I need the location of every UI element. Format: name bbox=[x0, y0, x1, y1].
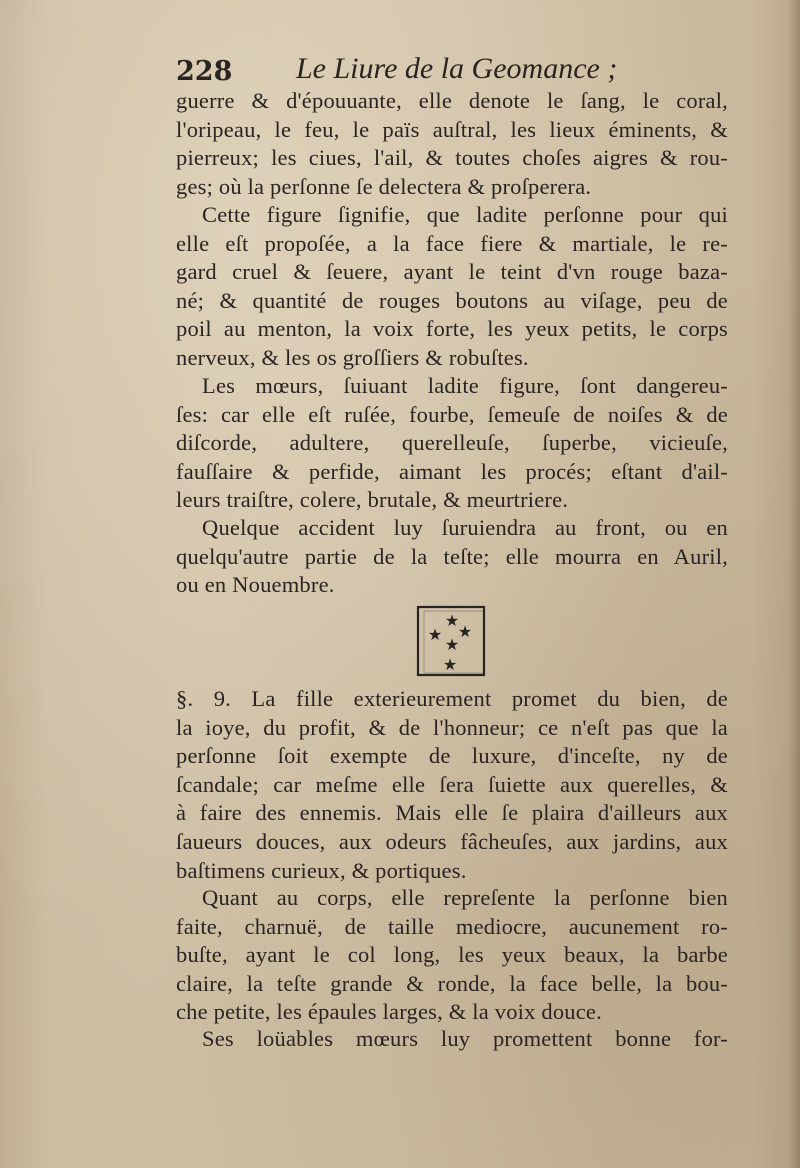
text-line: guerre & d'épouuante, elle denote le ſang, le coral, bbox=[176, 88, 728, 113]
text-line: fauſſaire & perfide, aimant les procés; eſtant d'ail- bbox=[176, 458, 728, 484]
text-line: claire, la teſte grande & ronde, la face belle, la bou- bbox=[176, 970, 728, 996]
text-line: poil au menton, la voix forte, les yeux petits, le corps bbox=[176, 316, 728, 342]
running-head bbox=[176, 52, 646, 92]
text-line: baſtimens curieux, & portiques. bbox=[176, 857, 467, 883]
text-line: buſte, ayant le col long, les yeux beaux, la barbe bbox=[176, 942, 728, 968]
text-line: ou en Nouembre. bbox=[176, 572, 335, 598]
text-line: ſaueurs douces, aux odeurs fâcheuſes, aux jardins, aux bbox=[176, 828, 728, 854]
text-line: Cette figure ſignifie, que ladite perſonne pour qui bbox=[202, 202, 728, 227]
text-line: nerveux, & les os groſſiers & robuſtes. bbox=[176, 344, 529, 370]
text-line: pierreux; les ciues, l'ail, & toutes choſes aigres & rou- bbox=[176, 145, 728, 171]
text-line: ſcandale; car meſme elle ſera ſuiette aux querelles, & bbox=[176, 771, 728, 797]
paragraph-figure-meaning bbox=[176, 201, 728, 373]
running-title: Le Liure de la Geomance ; bbox=[296, 52, 618, 85]
text-line: né; & quantité de rouges boutons au viſage, peu de bbox=[176, 287, 728, 313]
svg-text:★: ★ bbox=[444, 635, 460, 654]
text-line: elle eſt propoſée, a la face fiere & martiale, le re- bbox=[176, 230, 728, 256]
text-line: che petite, les épaules larges, & la voix douce. bbox=[176, 999, 602, 1025]
text-line: §. 9. La fille exterieurement promet du bien, de bbox=[176, 686, 728, 711]
page-number: 228 bbox=[176, 56, 233, 87]
page-edge-shadow bbox=[788, 0, 800, 1168]
text-line: diſcorde, adultere, querelleuſe, ſuperbe, vicieuſe, bbox=[176, 430, 728, 456]
paragraph-accident bbox=[176, 514, 728, 600]
text-line: Quant au corps, elle repreſente la perſonne bien bbox=[202, 885, 728, 910]
paragraph-la-fille bbox=[176, 685, 728, 885]
text-line: gard cruel & ſeuere, ayant le teint d'vn rouge baza- bbox=[176, 259, 728, 285]
text-line: Les mœurs, ſuiuant ladite figure, ſont dangereu- bbox=[202, 373, 728, 398]
geomancy-figure-puella-icon bbox=[413, 604, 487, 678]
svg-text:★: ★ bbox=[457, 622, 473, 641]
paragraph-loiables-moeurs bbox=[176, 1025, 728, 1054]
svg-text:★: ★ bbox=[442, 655, 458, 674]
svg-text:★: ★ bbox=[444, 611, 460, 630]
text-line: l'oripeau, le feu, le païs auſtral, les lieux éminents, & bbox=[176, 116, 728, 142]
paragraph-elements bbox=[176, 87, 728, 201]
paragraph-moeurs bbox=[176, 372, 728, 515]
text-line: faite, charnuë, de taille mediocre, aucunement ro- bbox=[176, 913, 728, 939]
svg-text:★: ★ bbox=[427, 625, 443, 644]
text-line: leurs traiſtre, colere, brutale, & meurtriere. bbox=[176, 487, 569, 513]
text-line: ſes: car elle eſt ruſée, fourbe, ſemeuſe de noiſes & de bbox=[176, 401, 728, 427]
text-line: Ses loüables mœurs luy promettent bonne for- bbox=[202, 1026, 728, 1051]
paragraph-quant-au-corps bbox=[176, 884, 728, 1027]
text-line: ges; où la perſonne ſe delectera & proſperera. bbox=[176, 173, 592, 199]
text-line: à faire des ennemis. Mais elle ſe plaira d'ailleurs aux bbox=[176, 800, 728, 826]
text-line: la ioye, du profit, & de l'honneur; ce n'eſt pas que la bbox=[176, 714, 728, 740]
text-line: quelqu'autre partie de la teſte; elle mourra en Auril, bbox=[176, 543, 728, 569]
text-line: perſonne ſoit exempte de luxure, d'inceſte, ny de bbox=[176, 743, 728, 769]
text-line: Quelque accident luy ſuruiendra au front, ou en bbox=[202, 515, 728, 540]
